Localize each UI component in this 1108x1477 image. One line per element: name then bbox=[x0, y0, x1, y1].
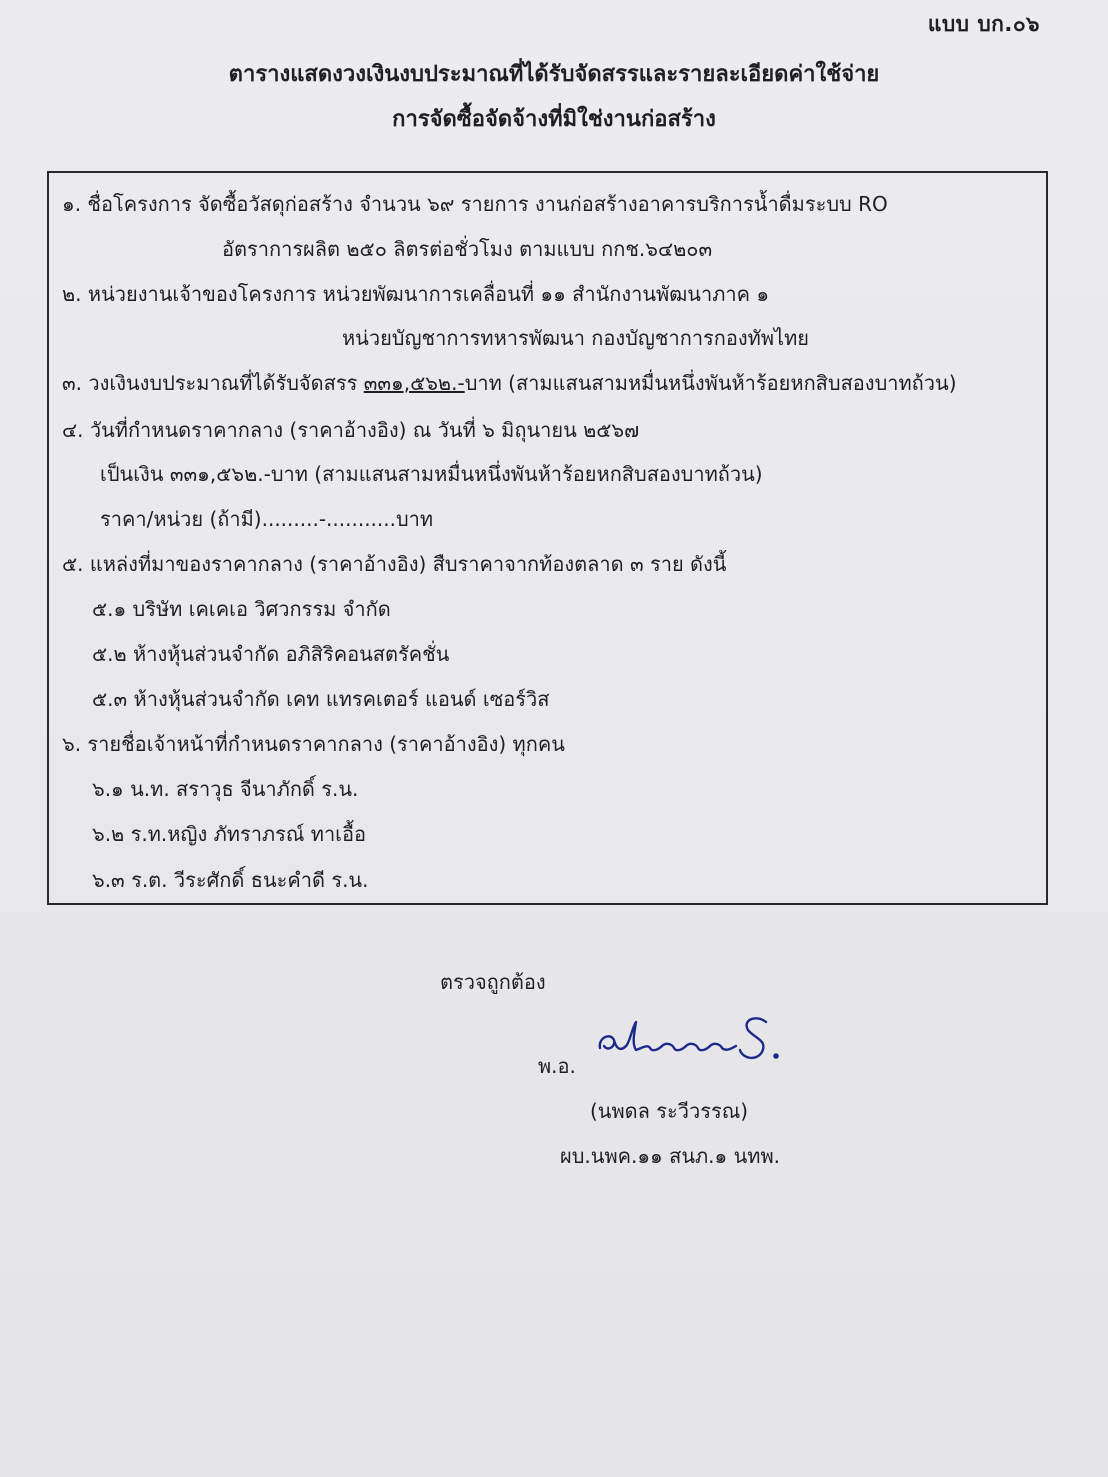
item-1-project-detail: อัตราการผลิต ๒๕๐ ลิตรต่อชั่วโมง ตามแบบ กกช.๖๔๒๐๓ bbox=[222, 237, 713, 261]
item-6-2-officer: ๖.๒ ร.ท.หญิง ภัทราภรณ์ ทาเอื้อ bbox=[92, 822, 367, 846]
item-5-1-vendor: ๕.๑ บริษัท เคเคเอ วิศวกรรม จำกัด bbox=[92, 597, 391, 621]
signer-position: ผบ.นพค.๑๑ สนภ.๑ นทพ. bbox=[560, 1144, 780, 1168]
item-1-project-name: ๑. ชื่อโครงการ จัดซื้อวัสดุก่อสร้าง จำนวน ๖๙ รายการ งานก่อสร้างอาคารบริการน้ำดื่มระบบ RO bbox=[62, 192, 888, 216]
form-code: แบบ บก.๐๖ bbox=[927, 12, 1040, 36]
item-3-amount: ๓๓๑,๕๖๒.- bbox=[363, 371, 465, 395]
handwritten-signature bbox=[596, 1008, 786, 1068]
item-6-1-officer: ๖.๑ น.ท. สราวุธ จีนาภักดิ์ ร.น. bbox=[92, 777, 359, 801]
item-6-officers: ๖. รายชื่อเจ้าหน้าที่กำหนดราคากลาง (ราคาอ้างอิง) ทุกคน bbox=[62, 732, 565, 756]
item-6-3-officer: ๖.๓ ร.ต. วีระศักดิ์ ธนะคำดี ร.น. bbox=[92, 868, 369, 892]
item-3-label: ๓. วงเงินงบประมาณที่ได้รับจัดสรร bbox=[62, 371, 364, 395]
item-2-owner-command: หน่วยบัญชาการทหารพัฒนา กองบัญชาการกองทัพไทย bbox=[342, 326, 810, 350]
item-5-sources: ๕. แหล่งที่มาของราคากลาง (ราคาอ้างอิง) สืบราคาจากท้องตลาด ๓ ราย ดังนี้ bbox=[62, 552, 727, 576]
signer-name: (นพดล ระวีวรรณ) bbox=[590, 1099, 749, 1123]
item-3-budget bbox=[62, 369, 957, 397]
item-5-2-vendor: ๕.๒ ห้างหุ้นส่วนจำกัด อภิสิริคอนสตรัคชั่น bbox=[92, 642, 450, 666]
item-2-owner-unit: ๒. หน่วยงานเจ้าของโครงการ หน่วยพัฒนาการเคลื่อนที่ ๑๑ สำนักงานพัฒนาภาค ๑ bbox=[62, 282, 770, 306]
verified-label: ตรวจถูกต้อง bbox=[440, 970, 546, 994]
document-subtitle: การจัดซื้อจัดจ้างที่มิใช่งานก่อสร้าง bbox=[392, 107, 716, 132]
item-4-unit-price: ราคา/หน่วย (ถ้ามี).........-...........บาท bbox=[100, 507, 434, 531]
item-4-date: ๔. วันที่กำหนดราคากลาง (ราคาอ้างอิง) ณ วันที่ ๖ มิถุนายน ๒๕๖๗ bbox=[62, 418, 640, 442]
document-title: ตารางแสดงวงเงินงบประมาณที่ได้รับจัดสรรและรายละเอียดค่าใช้จ่าย bbox=[228, 62, 880, 87]
item-3-amount-words: บาท (สามแสนสามหมื่นหนึ่งพันห้าร้อยหกสิบสองบาทถ้วน) bbox=[464, 371, 957, 395]
item-5-3-vendor: ๕.๓ ห้างหุ้นส่วนจำกัด เคท แทรคเตอร์ แอนด์ เซอร์วิส bbox=[92, 687, 550, 711]
item-4-amount: เป็นเงิน ๓๓๑,๕๖๒.-บาท (สามแสนสามหมื่นหนึ่งพันห้าร้อยหกสิบสองบาทถ้วน) bbox=[100, 462, 763, 486]
signer-rank: พ.อ. bbox=[538, 1054, 576, 1078]
